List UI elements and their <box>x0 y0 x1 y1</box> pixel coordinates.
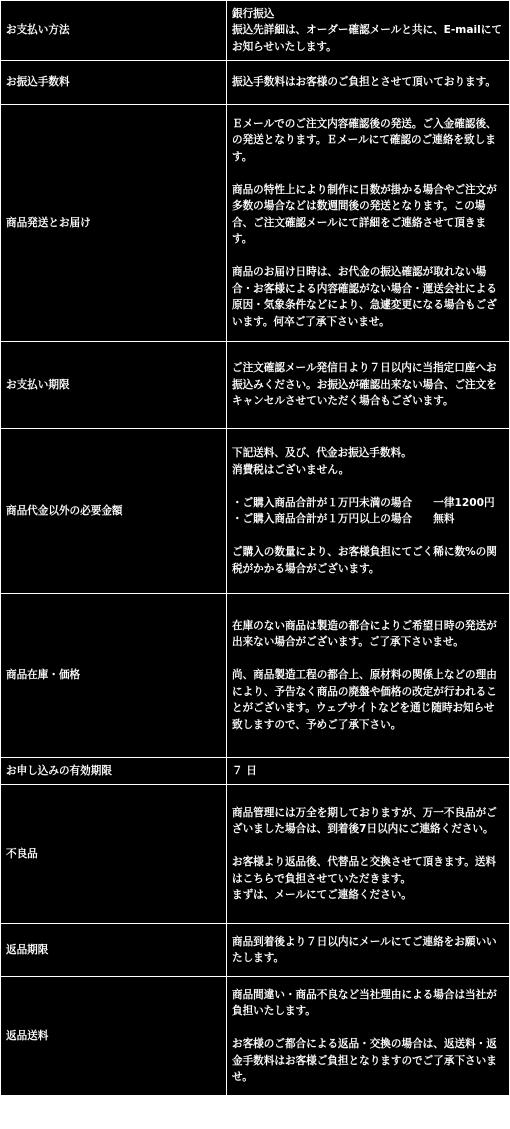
row-label: 商品在庫・価格 <box>1 594 226 757</box>
row-value: Ｅメールでのご注文内容確認後の発送。ご入金確認後、の発送となります。Ｅメールにて確認のご連絡を致します。 商品の特性上により制作に日数が掛かる場合やご注文が多数の場合などは数週間後の発送となります。この場合、ご注文確認メールにて詳細をご連絡させて頂きます。 商品のお届け日時は、お代金の振込確認が取れない場合・お客様による内容確認がない場合・運送会社による原因・気象条件などにより、急遽変更になる場合もございます。何卒ご了承下さいませ。 <box>227 105 509 341</box>
row-value: 商品間違い・商品不良など当社理由による場合は当社が負担いたします。 お客様のご都合による返品・交換の場合は、返送料・返金手数料はお客様ご負担となりますのでご了承下さいませ。 <box>227 977 509 1095</box>
table-row <box>1 594 509 757</box>
table-row <box>1 61 509 104</box>
table-row <box>1 924 509 976</box>
row-label: 商品発送とお届け <box>1 105 226 341</box>
row-value: 振込手数料はお客様のご負担とさせて頂いております。 <box>227 61 509 104</box>
row-value: ７ 日 <box>227 758 509 784</box>
row-label: お支払い期限 <box>1 342 226 428</box>
row-label: 商品代金以外の必要金額 <box>1 429 226 593</box>
row-label: 不良品 <box>1 785 226 923</box>
row-value: 銀行振込 振込先詳細は、オーダー確認メールと共に、E-mailにてお知らせいたします。 <box>227 1 509 60</box>
table-row <box>1 758 509 784</box>
row-value: 商品管理には万全を期しておりますが、万一不良品がございました場合は、到着後7日以内にご連絡ください。 お客様より返品後、代替品と交換させて頂きます。送料はこちらで負担させていただきます。 まずは、メールにてご連絡ください。 <box>227 785 509 923</box>
row-label: お申し込みの有効期限 <box>1 758 226 784</box>
table-row <box>1 105 509 341</box>
row-value: 下記送料、及び、代金お振込手数料。 消費税はございません。 ・ご購入商品合計が１万円未満の場合 一律1200円 ・ご購入商品合計が１万円以上の場合 無料 ご購入の数量により、お客様負担にてごく稀に数%の関税がかかる場合がございます。 <box>227 429 509 593</box>
row-value: 商品到着後より７日以内にメールにてご連絡をお願いいたします。 <box>227 924 509 976</box>
row-label: お振込手数料 <box>1 61 226 104</box>
table-row <box>1 977 509 1095</box>
table-row <box>1 342 509 428</box>
row-value: 在庫のない商品は製造の都合によりご希望日時の発送が出来ない場合がございます。ご了承下さいませ。 尚、商品製造工程の都合上、原材料の関係上などの理由により、予告なく商品の廃盤や価格の改定が行われることがございます。ウェブサイトなどを通じ随時お知らせ致しますので、予めご了承下さい。 <box>227 594 509 757</box>
row-value: ご注文確認メール発信日より７日以内に当指定口座へお振込みください。お振込が確認出来ない場合、ご注文をキャンセルさせていただく場合もございます。 <box>227 342 509 428</box>
row-label: 返品期限 <box>1 924 226 976</box>
table-row <box>1 785 509 923</box>
row-label: 返品送料 <box>1 977 226 1095</box>
row-label: お支払い方法 <box>1 1 226 60</box>
table-row <box>1 429 509 593</box>
table-row <box>1 1 509 60</box>
